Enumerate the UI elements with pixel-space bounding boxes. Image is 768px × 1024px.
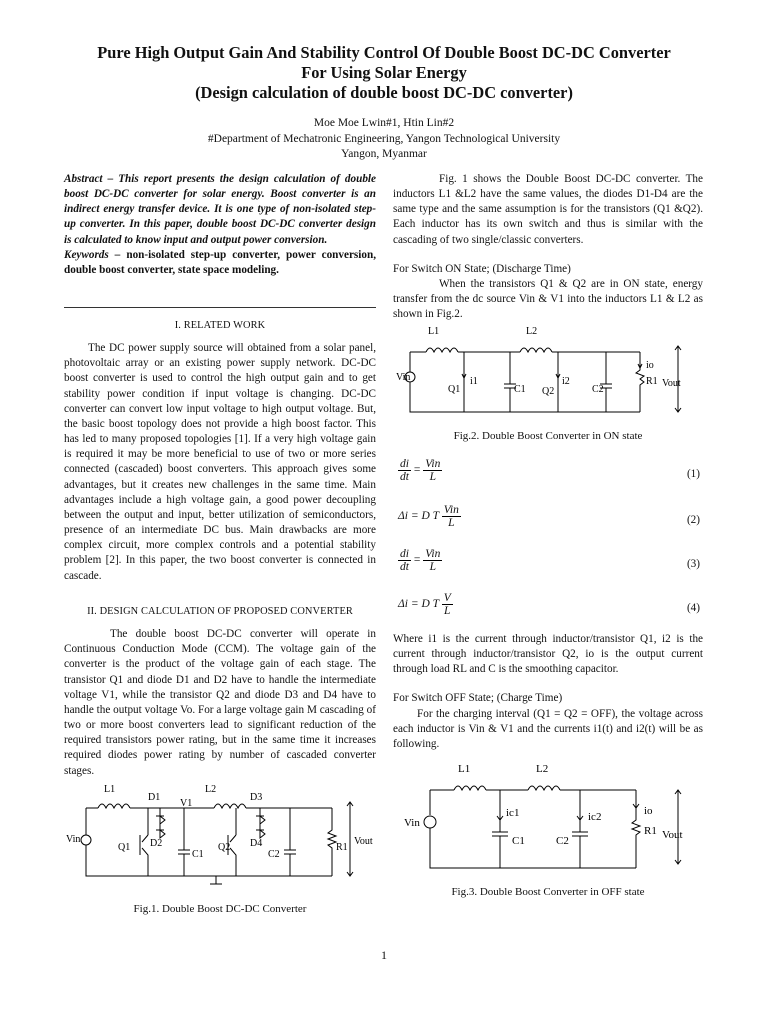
- fig2-label-vout: Vout: [662, 378, 681, 389]
- fig3-label-l1: L1: [458, 763, 471, 775]
- equation-3: $\frac{di}{dt}$ = $\frac{\text{Vin}}{L}$ (3): [400, 548, 700, 573]
- section-heading-related-work: I. RELATED WORK: [174, 320, 266, 331]
- figure-2-circuit: [396, 322, 696, 417]
- eq3-lhs-numerator: di: [400, 548, 409, 560]
- fig2-label-q2: Q2: [542, 386, 555, 397]
- fig3-label-l2: L2: [536, 763, 549, 775]
- fig3-label-vin: Vin: [404, 817, 420, 829]
- fig1-label-r1: R1: [336, 842, 348, 853]
- fig2-label-q1: Q1: [448, 384, 461, 395]
- eq3-number: (3): [686, 558, 700, 570]
- author-department: #Department of Mechatronic Engineering, Yangon Technological University: [207, 132, 561, 145]
- eq2-rhs-denominator: L: [448, 517, 455, 529]
- fig2-label-r1: R1: [646, 376, 658, 387]
- page-number: 1: [381, 948, 387, 962]
- fig2-label-c2: C2: [592, 384, 604, 395]
- eq3-lhs-denominator: dt: [400, 561, 409, 573]
- fig1-label-q2: Q2: [218, 842, 231, 853]
- design-body: The double boost DC-DC converter will operate in Continuous Conduction Mode (CCM). The voltage gain of the converter is the product of the voltage gain of each stage. The transistor Q1 and diode D1 and D2 have to handle the intermediate voltage V1, while the transistor Q2 and diode D3 and D4 have to handle the output voltage Vo. For a large voltage gain M cascading of two or more boost converters lead to significant reduction of the required transistors power rating, but in the same time it increases required diodes power rating by number of cascaded converter stages.: [64, 628, 376, 777]
- abstract-label: Abstract –: [64, 173, 114, 185]
- fig2-label-l1: L1: [428, 326, 440, 337]
- fig2-label-i2: i2: [562, 376, 570, 387]
- keywords-label: Keywords –: [64, 248, 121, 261]
- title-line-3: (Design calculation of double boost DC-DC converter): [195, 83, 573, 102]
- author-city: Yangon, Myanmar: [341, 148, 427, 160]
- section-related-work: [64, 318, 376, 584]
- figure-1-caption: Fig.1. Double Boost DC-DC Converter: [133, 903, 307, 915]
- fig1-label-l2: L2: [205, 784, 217, 795]
- figure-1-description: Fig. 1 shows the Double Boost DC-DC converter. The inductors L1 &L2 have the same values, the diodes D1-D4 are the same type and the same assumption is for the transistors (Q1 &Q2). Each inductor has its own switch and thus is similar with the cascading of two single/classic converters.: [393, 173, 703, 246]
- eq3-rhs-numerator: Vin: [425, 548, 441, 560]
- eq3-rhs-denominator: L: [429, 561, 436, 573]
- section-divider: [64, 307, 376, 308]
- eq1-rhs-denominator: L: [429, 471, 436, 483]
- right-lower-text: [393, 632, 703, 752]
- switch-off-heading: For Switch OFF State; (Charge Time): [393, 692, 563, 705]
- eq1-lhs-numerator: di: [400, 458, 409, 470]
- switch-on-heading: For Switch ON State; (Discharge Time): [393, 262, 571, 275]
- eq4-number: (4): [686, 602, 700, 614]
- author-block: [40, 116, 728, 163]
- abstract-text: This report presents the design calculation of double boost DC-DC converter for solar energy. Boost converter is an indirect energy transfer device. It is one type of non-isolated step-up converter. In this paper, double boost DC-DC converter design is calculated to know input and output power conversion.: [64, 173, 376, 246]
- fig1-label-c1: C1: [192, 849, 204, 860]
- fig3-label-c2: C2: [556, 835, 569, 847]
- fig3-label-c1: C1: [512, 835, 525, 847]
- fig3-label-r1: R1: [644, 825, 657, 837]
- eq4-rhs-numerator: V: [443, 592, 451, 604]
- switch-off-body: For the charging interval (Q1 = Q2 = OFF), the voltage across each inductor is Vin & V1 and the currents i1(t) and i2(t) will be as following.: [393, 707, 703, 750]
- fig1-label-d4: D4: [250, 838, 263, 849]
- author-names: Moe Moe Lwin#1, Htin Lin#2: [313, 117, 455, 129]
- eq1-number: (1): [686, 468, 700, 480]
- fig3-label-ic2: ic2: [588, 811, 602, 823]
- eq2-number: (2): [686, 514, 700, 526]
- fig1-label-q1: Q1: [118, 842, 131, 853]
- abstract-block: [64, 172, 376, 278]
- eq2-prefix: Δi = D T: [398, 510, 439, 523]
- figure-2-caption: Fig.2. Double Boost Converter in ON state: [453, 430, 643, 442]
- figure-1-circuit: [64, 780, 376, 890]
- right-intro: [393, 172, 703, 322]
- eq4-prefix: Δi = D T: [398, 598, 439, 611]
- current-definitions: Where i1 is the current through inductor/transistor Q1, i2 is the current through inductor/transistor Q2, io is the output current through load RL and C is the smoothing capacitor.: [393, 633, 703, 676]
- section-design-calculation: [64, 604, 376, 779]
- fig3-label-vout: Vout: [662, 829, 683, 841]
- figure-3-circuit: [400, 760, 700, 875]
- related-work-body: The DC power supply source will obtained from a solar panel, photovoltaic array or an existing power supply network. DC-DC boost converter is used to control the high output gain and to get stability power condition if input voltage is changing. DC-DC converter can convert low input voltage to high output voltage. But, the basic boost topology does not provide a high boost factor. This has led to many proposed topologies [1]. If a very high voltage gain is required it may be more beneficial to use of two or more series connected (cascaded) boost converters. This approach gives some advantages, but it creates new challenges in the same time. Main advantages include a high voltage gain, a good power decoupling between the output and input, better utilization of semiconductors, presence of an intermediate DC bus. Main drawbacks are more complex circuit, more complex controls and a potential stability problem [2]. In this paper, the two boost converter is connected in cascade.: [64, 342, 376, 582]
- fig1-label-d3: D3: [250, 792, 263, 803]
- title-line-2: For Using Solar Energy: [301, 63, 467, 82]
- fig2-label-io: io: [646, 360, 654, 371]
- fig2-label-l2: L2: [526, 326, 538, 337]
- fig1-label-l1: L1: [104, 784, 116, 795]
- fig2-label-vin: Vin: [396, 372, 411, 383]
- equation-2: [396, 504, 704, 544]
- eq2-rhs-numerator: Vin: [443, 504, 459, 516]
- fig3-label-io: io: [644, 805, 653, 817]
- equation-1: $\frac{di}{dt}$ = $\frac{\text{Vin}}{L}$ (1): [400, 458, 700, 483]
- fig2-label-i1: i1: [470, 376, 478, 387]
- fig1-label-d1: D1: [148, 792, 161, 803]
- fig1-label-vout: Vout: [354, 836, 373, 847]
- keywords-text: non-isolated step-up converter, power conversion, double boost converter, state space modeling.: [64, 248, 377, 276]
- eq1-lhs-denominator: dt: [400, 471, 409, 483]
- fig3-label-ic1: ic1: [506, 807, 520, 819]
- fig2-label-c1: C1: [514, 384, 526, 395]
- fig1-label-c2: C2: [268, 849, 280, 860]
- eq4-rhs-denominator: L: [444, 605, 451, 617]
- title-line-1: Pure High Output Gain And Stability Control Of Double Boost DC-DC Converter: [97, 43, 671, 62]
- paper-title: [40, 43, 728, 103]
- eq1-rhs-numerator: Vin: [425, 458, 441, 470]
- figure-3-caption: Fig.3. Double Boost Converter in OFF state: [451, 886, 645, 898]
- fig1-label-v1: V1: [180, 798, 193, 809]
- equation-4: [396, 592, 704, 632]
- switch-on-body: When the transistors Q1 & Q2 are in ON state, energy transfer from the dc source Vin & V1 into the inductors L1 & L2 as shown in Fig.2.: [393, 277, 703, 321]
- fig1-label-d2: D2: [150, 838, 163, 849]
- section-heading-design: II. DESIGN CALCULATION OF PROPOSED CONVERTER: [87, 606, 353, 617]
- fig1-label-vin: Vin: [66, 834, 81, 845]
